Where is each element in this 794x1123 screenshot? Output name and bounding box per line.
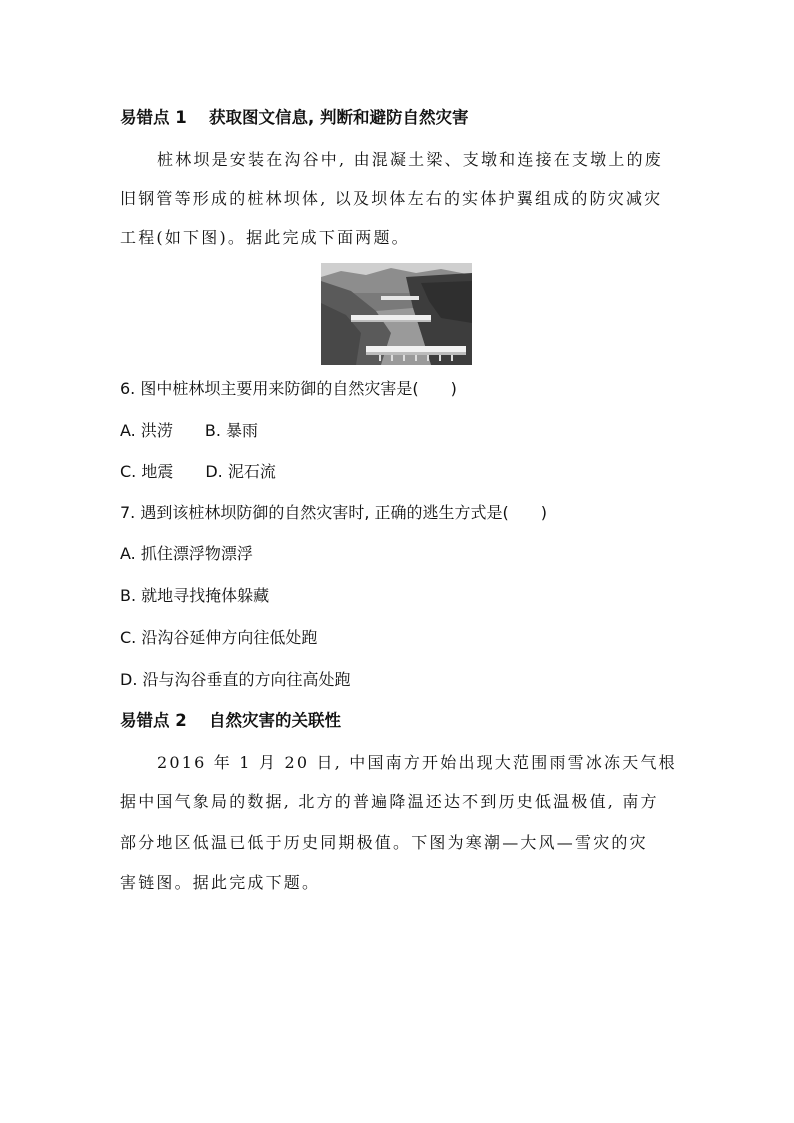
- intro-line-2: 旧钢管等形成的桩林坝体, 以及坝体左右的实体护翼组成的防灾减灾: [120, 189, 663, 208]
- question-6-options-ab: A. 洪涝 B. 暴雨: [120, 421, 258, 440]
- intro-line-3: 工程(如下图)。据此完成下面两题。: [120, 228, 410, 247]
- question-7-option-c: C. 沿沟谷延伸方向往低处跑: [120, 628, 318, 647]
- intro2-line-2: 据中国气象局的数据, 北方的普遍降温还达不到历史低温极值, 南方: [120, 792, 659, 811]
- question-6-stem: 6. 图中桩林坝主要用来防御的自然灾害是( ): [120, 379, 457, 398]
- question-7-option-a: A. 抓住漂浮物漂浮: [120, 544, 253, 563]
- intro2-line-1: 2016 年 1 月 20 日, 中国南方开始出现大范围雨雪冰冻天气根: [157, 753, 677, 772]
- question-7-stem: 7. 遇到该桩林坝防御的自然灾害时, 正确的逃生方式是( ): [120, 503, 548, 522]
- question-7-option-d: D. 沿与沟谷垂直的方向往高处跑: [120, 670, 351, 689]
- intro2-line-3: 部分地区低温已低于历史同期极值。下图为寒潮—大风—雪灾的灾: [120, 833, 648, 852]
- dam-photo-illustration: [321, 263, 472, 365]
- section-heading-2: 易错点 2 自然灾害的关联性: [120, 711, 341, 730]
- section-heading-1: 易错点 1 获取图文信息, 判断和避防自然灾害: [120, 108, 469, 127]
- question-6-options-cd: C. 地震 D. 泥石流: [120, 462, 276, 481]
- intro-line-1: 桩林坝是安装在沟谷中, 由混凝土梁、支墩和连接在支墩上的废: [157, 150, 663, 169]
- intro2-line-4: 害链图。据此完成下题。: [120, 873, 321, 892]
- question-7-option-b: B. 就地寻找掩体躲藏: [120, 586, 270, 605]
- dam-photo: [321, 263, 472, 365]
